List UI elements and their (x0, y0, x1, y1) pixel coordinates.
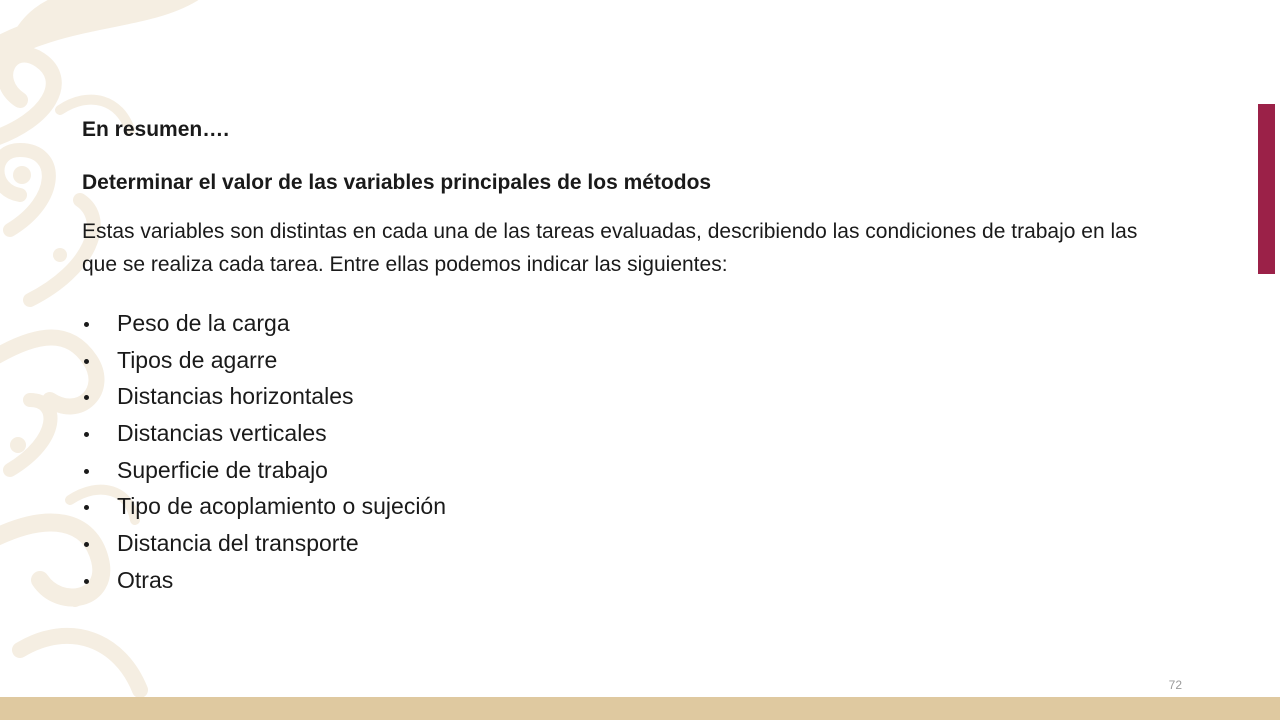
footer-band (0, 697, 1280, 720)
list-item-label: Superficie de trabajo (117, 456, 328, 483)
list-item (82, 562, 1162, 599)
list-item-label: Peso de la carga (117, 310, 290, 336)
bullet-icon (84, 579, 89, 584)
list-item-label: Distancias horizontales (117, 383, 354, 410)
accent-bar (1258, 104, 1275, 274)
bullet-icon (84, 469, 89, 474)
list-item-label: Distancias verticales (117, 420, 327, 447)
list-item (82, 415, 1162, 452)
bullet-icon (84, 395, 89, 400)
slide-subheading: Determinar el valor de las variables principales de los métodos (82, 171, 712, 194)
bullet-icon (84, 505, 89, 510)
list-item (82, 452, 1162, 489)
bullet-icon (84, 432, 89, 437)
list-item (82, 488, 1162, 525)
list-item (82, 378, 1162, 415)
list-item-label: Otras (117, 566, 174, 593)
slide-paragraph: Estas variables son distintas en cada una de las tareas evaluadas, describiendo las condiciones de trabajo en las que se realiza cada tarea. Entre ellas podemos indicar las siguientes: (82, 220, 1138, 276)
list-item (82, 525, 1162, 562)
list-item (82, 305, 1162, 342)
list-item-label: Tipos de agarre (117, 346, 278, 373)
bullet-icon (84, 542, 89, 547)
bullet-icon (84, 359, 89, 364)
bullet-icon (84, 322, 89, 327)
slide-content (82, 116, 1162, 599)
list-item-label: Distancia del transporte (117, 530, 359, 557)
page-number: 72 (1168, 678, 1182, 692)
variables-list (82, 305, 1162, 599)
list-item-label: Tipo de acoplamiento o sujeción (117, 493, 447, 520)
slide-heading: En resumen…. (82, 118, 230, 141)
list-item (82, 342, 1162, 379)
